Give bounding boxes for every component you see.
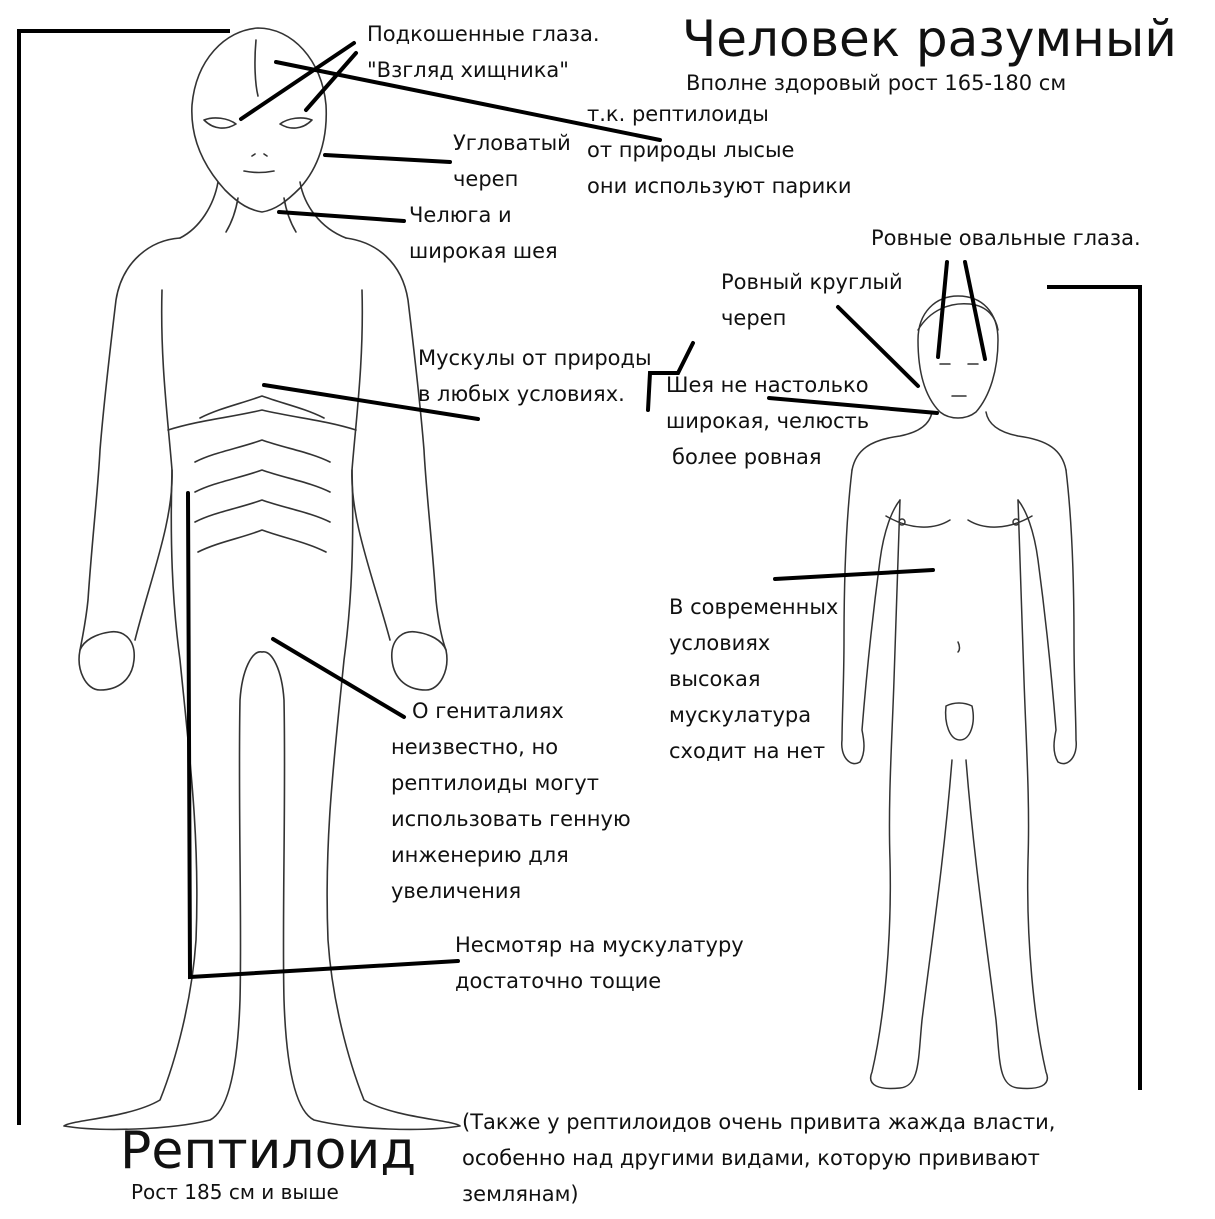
- human-muscles-label-line-4: мускулатура: [669, 703, 812, 727]
- reptiloid-skull-label-line-1: Угловатый: [453, 131, 571, 155]
- footnote-line-1: (Также у рептилоидов очень привита жажда власти,: [462, 1110, 1056, 1134]
- footnote-line-2: особенно над другими видами, которую прививают: [462, 1146, 1040, 1170]
- wig-label-line-1: т.к. рептилоиды: [587, 102, 769, 126]
- reptiloid-left-eye-pointer: [241, 43, 354, 119]
- human-neck-label-line-1: Шея не настолько: [666, 373, 869, 397]
- human-title: Человек разумный: [682, 10, 1177, 68]
- genitals-label-line-1: О гениталиях: [412, 699, 564, 723]
- reptiloid-skull-label-line-2: череп: [453, 167, 519, 191]
- wig-label-line-3: они используют парики: [587, 174, 852, 198]
- reptiloid-title: Рептилоид: [120, 1121, 417, 1181]
- genitals-label-line-5: инженерию для: [391, 843, 569, 867]
- genitals-label-line-3: рептилоиды могут: [391, 771, 599, 795]
- reptiloid-muscles-label-line-1: Мускулы от природы: [418, 346, 652, 370]
- reptiloid-eyes-label-line-2: "Взгляд хищника": [367, 58, 569, 82]
- genitals-label-line-4: использовать генную: [391, 807, 631, 831]
- human-figure: [842, 296, 1077, 1088]
- reptiloid-jaw-pointer: [279, 212, 404, 221]
- human-eyes-label: Ровные овальные глаза.: [871, 226, 1141, 250]
- genitals-label-line-6: увеличения: [391, 879, 522, 903]
- human-neck-label-line-2: широкая, челюсть: [666, 409, 870, 433]
- human-muscles-label-line-1: В современных: [669, 595, 839, 619]
- reptiloid-jaw-label-line-2: широкая шея: [409, 239, 558, 263]
- reptiloid-jaw-label-line-1: Челюга и: [409, 203, 512, 227]
- reptiloid-frame-bracket: [19, 31, 230, 1125]
- thin-label-line-1: Несмотяр на мускулатуру: [455, 933, 744, 957]
- human-skull-label-line-2: череп: [721, 306, 787, 330]
- wig-label-line-2: от природы лысые: [587, 138, 795, 162]
- reptiloid-muscles-label-line-2: в любых условиях.: [418, 382, 625, 406]
- footnote-line-3: землянам): [462, 1182, 579, 1206]
- reptiloid-height: Рост 185 см и выше: [131, 1180, 339, 1204]
- human-muscles-pointer: [775, 570, 933, 579]
- human-right-eye-pointer: [965, 262, 985, 359]
- human-muscles-label-line-3: высокая: [669, 667, 761, 691]
- reptiloid-right-eye-pointer: [306, 53, 356, 110]
- human-neck-label-line-3: более ровная: [672, 445, 822, 469]
- human-frame-bracket: [1047, 287, 1140, 1090]
- genitals-label-line-2: неизвестно, но: [391, 735, 559, 759]
- genitals-pointer: [273, 639, 404, 717]
- reptiloid-skull-pointer: [325, 155, 450, 162]
- human-muscles-label-line-2: условиях: [669, 631, 771, 655]
- thin-label-line-2: достаточно тощие: [455, 969, 662, 993]
- human-height: Вполне здоровый рост 165-180 см: [686, 71, 1067, 95]
- reptiloid-eyes-label-line-1: Подкошенные глаза.: [367, 22, 600, 46]
- human-muscles-label-line-5: сходит на нет: [669, 739, 826, 763]
- human-skull-label-line-1: Ровный круглый: [721, 270, 903, 294]
